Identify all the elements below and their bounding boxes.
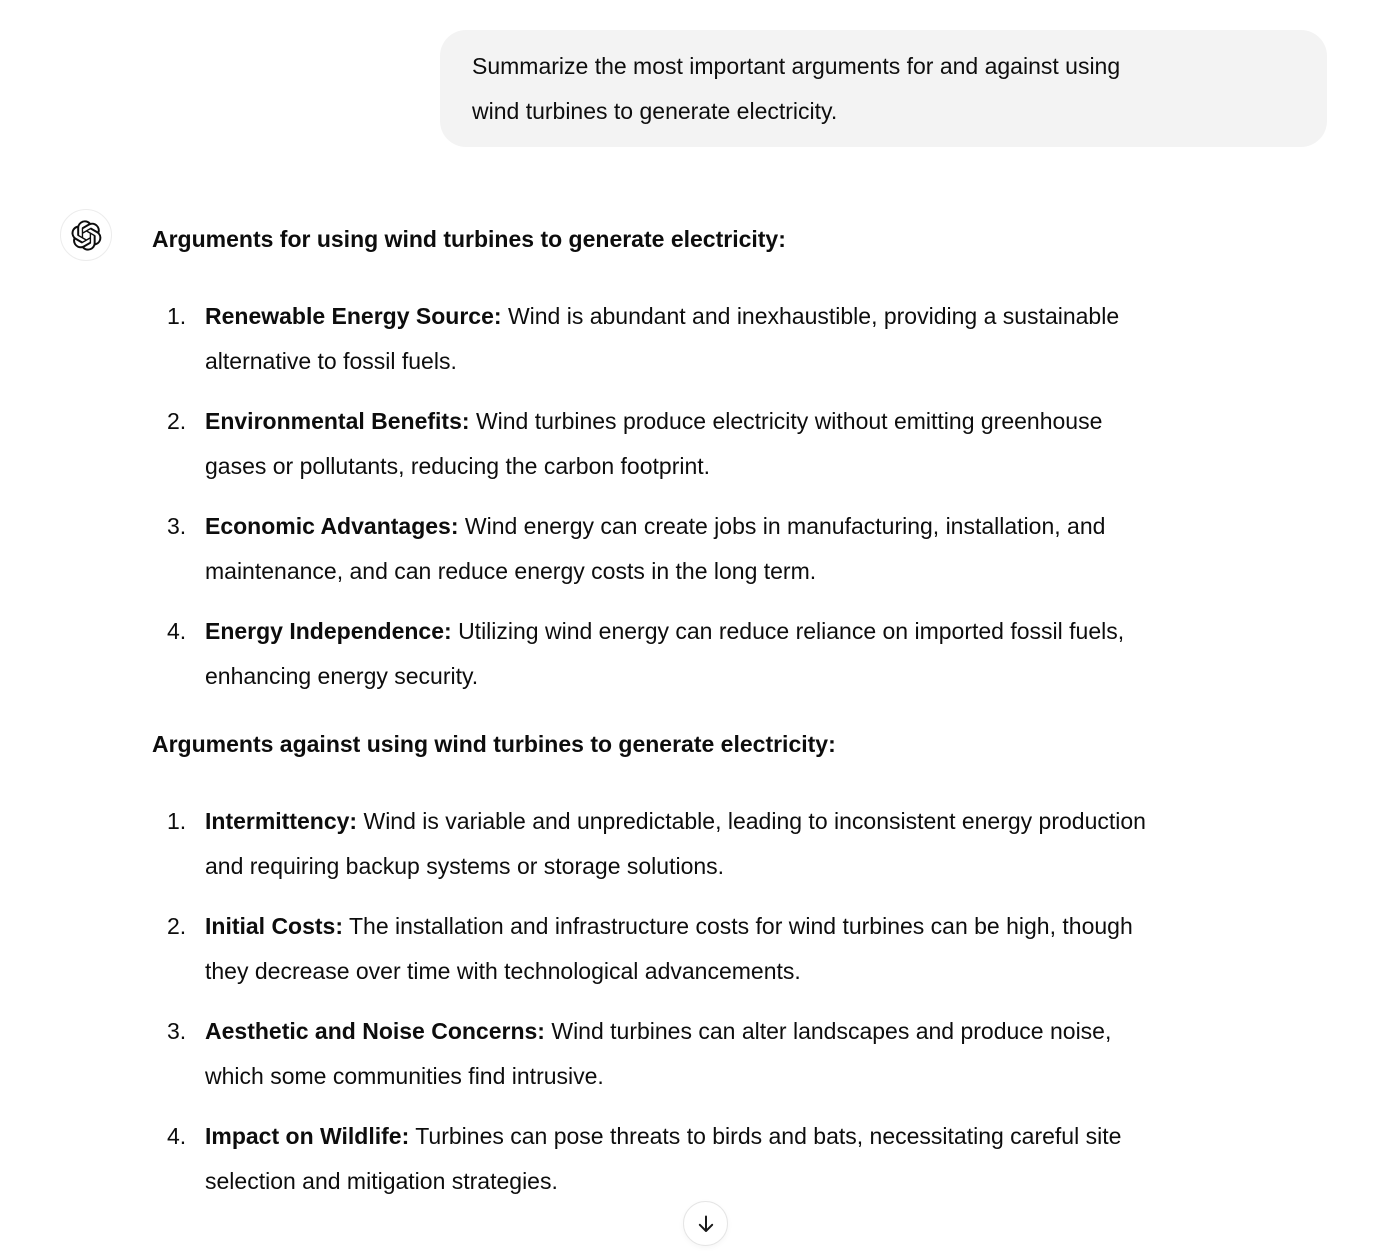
list-item [152,799,1330,889]
list-item-line [205,1009,1330,1054]
list-item-text: Wind is variable and unpredictable, leading to inconsistent energy production [363,808,1146,834]
list-item [152,1009,1330,1099]
list-item [152,609,1330,699]
list-item-number: 3. [167,513,187,539]
list-item-line: selection and mitigation strategies. [205,1168,558,1194]
arguments-against-list [152,799,1330,1204]
list-item-number: 4. [167,618,187,644]
list-item-line: gases or pollutants, reducing the carbon footprint. [205,453,711,479]
section-heading-for: Arguments for using wind turbines to generate electricity: [152,226,786,252]
arrow-down-icon [694,1212,718,1236]
list-item-lead: Impact on Wildlife: [205,1123,410,1149]
list-item-line [205,399,1330,444]
list-item-line: which some communities find intrusive. [205,1063,604,1089]
list-item-line: enhancing energy security. [205,663,479,689]
openai-logo-icon [71,220,102,251]
list-item-lead: Intermittency: [205,808,358,834]
list-item-line: they decrease over time with technological advancements. [205,958,801,984]
list-item-lead: Economic Advantages: [205,513,459,539]
user-message-line: wind turbines to generate electricity. [472,98,838,124]
list-item-text: Utilizing wind energy can reduce reliance on imported fossil fuels, [458,618,1125,644]
user-message-bubble [440,30,1327,147]
list-item-lead: Aesthetic and Noise Concerns: [205,1018,545,1044]
list-item-line [205,609,1330,654]
user-message-row [0,0,1400,147]
list-item-text: Wind is abundant and inexhaustible, providing a sustainable [507,303,1120,329]
list-item [152,294,1330,384]
list-item-line [205,504,1330,549]
list-item [152,399,1330,489]
list-item-line: and requiring backup systems or storage solutions. [205,853,725,879]
list-item-text: Wind turbines can alter landscapes and produce noise, [551,1018,1112,1044]
list-item-number: 2. [167,913,187,939]
list-item-line [205,294,1330,339]
list-item-number: 3. [167,1018,187,1044]
list-item-lead: Initial Costs: [205,913,344,939]
assistant-avatar [60,209,112,261]
user-message-line: Summarize the most important arguments for and against using [472,53,1121,79]
list-item-line [205,904,1330,949]
list-item-lead: Energy Independence: [205,618,452,644]
list-item-text: Wind turbines produce electricity without emitting greenhouse [475,408,1103,434]
list-item-text: Wind energy can create jobs in manufacturing, installation, and [464,513,1106,539]
list-item [152,504,1330,594]
section-heading-against: Arguments against using wind turbines to generate electricity: [152,731,836,757]
list-item-line [205,799,1330,844]
assistant-message-content [152,209,1330,1219]
list-item-line: maintenance, and can reduce energy costs in the long term. [205,558,817,584]
list-item-line [205,1114,1330,1159]
list-item [152,1114,1330,1204]
list-item-number: 1. [167,808,187,834]
list-item-lead: Environmental Benefits: [205,408,470,434]
list-item-lead: Renewable Energy Source: [205,303,502,329]
list-item [152,904,1330,994]
list-item-text: The installation and infrastructure costs for wind turbines can be high, though [349,913,1133,939]
assistant-message-row [0,209,1400,1219]
list-item-line: alternative to fossil fuels. [205,348,457,374]
list-item-number: 1. [167,303,187,329]
list-item-text: Turbines can pose threats to birds and bats, necessitating careful site [415,1123,1122,1149]
list-item-number: 2. [167,408,187,434]
scroll-to-bottom-button[interactable] [683,1201,728,1246]
list-item-number: 4. [167,1123,187,1149]
arguments-for-list [152,294,1330,699]
